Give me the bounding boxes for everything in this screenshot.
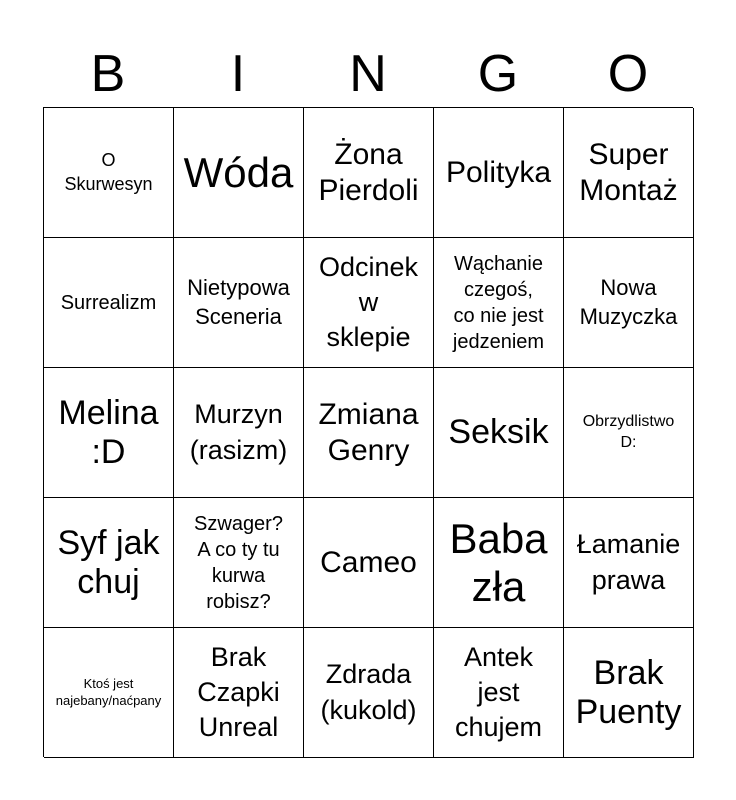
cell-text: Obrzydlistwo D: <box>582 412 675 451</box>
cell-text: Melina :D <box>58 394 159 471</box>
bingo-cell <box>434 628 564 758</box>
bingo-cell <box>564 628 694 758</box>
cell-text: Nowa Muzyczka <box>579 274 678 329</box>
cell-text: Brak Czapki Unreal <box>197 641 280 743</box>
bingo-cell <box>304 368 434 498</box>
header-letter-i: I <box>230 45 246 103</box>
header-letter-n: N <box>349 45 387 103</box>
cell-text: Łamanie prawa <box>576 529 681 595</box>
cell-text: Brak Puenty <box>575 654 682 731</box>
bingo-cell <box>44 628 174 758</box>
cell-text: Zdrada (kukold) <box>320 659 417 725</box>
cell-text: O Skurwesyn <box>64 150 153 194</box>
cell-text: Ktoś jest najebany/naćpany <box>55 675 162 708</box>
bingo-cell <box>304 238 434 368</box>
bingo-cell <box>44 238 174 368</box>
cell-text: Seksik <box>448 413 549 452</box>
bingo-cell <box>564 498 694 628</box>
header-letter-g: G <box>477 45 519 103</box>
bingo-cell <box>44 368 174 498</box>
cell-text: Nietypowa Sceneria <box>187 274 290 329</box>
bingo-cell <box>174 238 304 368</box>
header-letter-o: O <box>607 45 649 103</box>
cell-text: Żona Pierdoli <box>318 137 419 207</box>
bingo-cell <box>434 498 564 628</box>
bingo-cell <box>434 368 564 498</box>
cell-text: Wąchanie czegoś, co nie jest jedzeniem <box>452 252 545 353</box>
header-letter-b: B <box>90 45 126 103</box>
bingo-cell <box>304 628 434 758</box>
cell-text: Syf jak chuj <box>57 524 160 601</box>
cell-text: Odcinek w sklepie <box>318 251 419 353</box>
cell-text: Baba zła <box>449 515 548 610</box>
cell-text: Surrealizm <box>60 291 157 314</box>
cell-text: Super Montaż <box>579 137 678 207</box>
cell-text: Murzyn (rasizm) <box>189 399 288 465</box>
bingo-cell <box>304 108 434 238</box>
cell-text: Zmiana Genry <box>318 397 419 467</box>
bingo-cell <box>44 108 174 238</box>
bingo-cell <box>434 238 564 368</box>
bingo-cell <box>174 628 304 758</box>
bingo-cell <box>564 108 694 238</box>
bingo-cell <box>564 368 694 498</box>
cell-text: Wóda <box>183 148 294 196</box>
bingo-cell <box>304 498 434 628</box>
bingo-grid <box>43 107 693 757</box>
bingo-cell <box>174 108 304 238</box>
cell-text: Antek jest chujem <box>454 641 543 743</box>
cell-text: Polityka <box>445 155 552 189</box>
bingo-cell <box>44 498 174 628</box>
bingo-cell <box>174 498 304 628</box>
bingo-cell <box>564 238 694 368</box>
bingo-header <box>43 40 693 108</box>
cell-text: Szwager? A co ty tu kurwa robisz? <box>194 512 283 613</box>
bingo-cell <box>434 108 564 238</box>
cell-text: Cameo <box>320 545 417 579</box>
bingo-cell <box>174 368 304 498</box>
